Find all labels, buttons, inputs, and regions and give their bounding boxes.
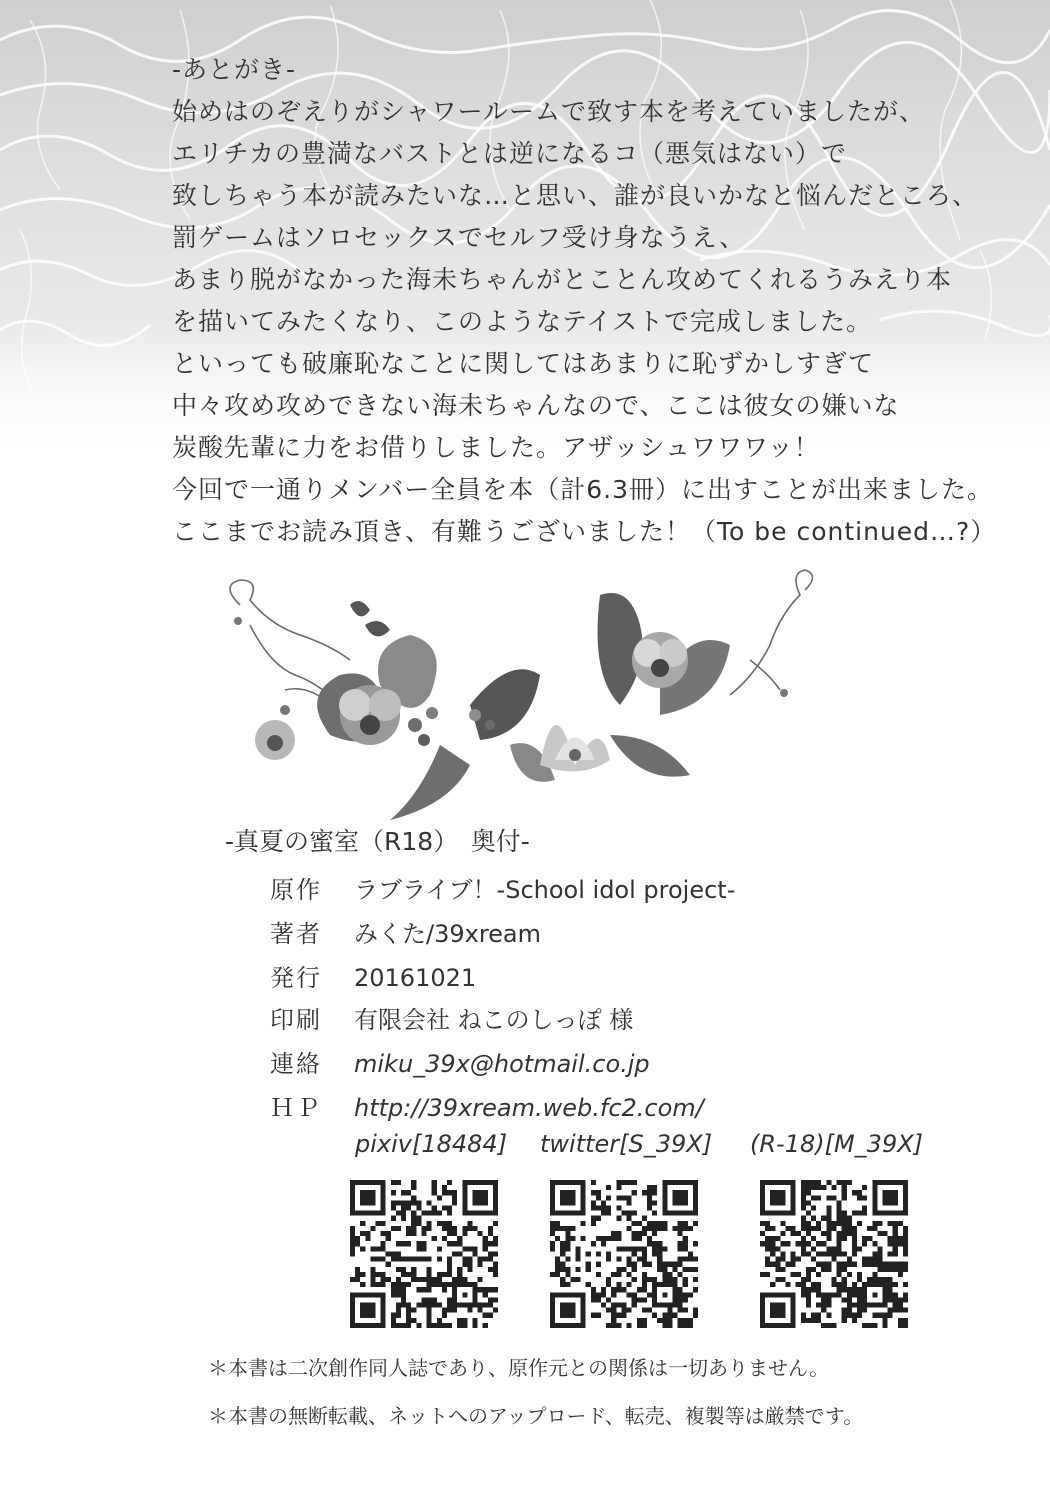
flower-illustration bbox=[210, 565, 820, 825]
colophon-key: ＨＰ bbox=[270, 1094, 322, 1122]
pixiv-id[interactable]: pixiv[18484] bbox=[355, 1130, 508, 1158]
afterword-line: あまり脱がなかった海未ちゃんがとことん攻めてくれるうみえり本 bbox=[172, 265, 953, 294]
colophon-key: 印刷 bbox=[270, 1006, 322, 1034]
afterword-line: エリチカの豊満なバストとは逆になるコ（悪気はない）で bbox=[172, 139, 848, 168]
colophon-value: ラブライブ！-School idol project- bbox=[354, 876, 736, 904]
twitter-id[interactable]: twitter[S_39X] bbox=[540, 1130, 713, 1158]
afterword-line: 中々攻め攻めできない海未ちゃんなので、ここは彼女の嫌いな bbox=[172, 391, 900, 420]
afterword-line: といっても破廉恥なことに関してはあまりに恥ずかしすぎて bbox=[172, 349, 875, 378]
afterword-line: 今回で一通りメンバー全員を本（計6.3冊）に出すことが出来ました。 bbox=[172, 475, 994, 504]
afterword-heading: -あとがき- bbox=[172, 55, 297, 84]
afterword-line: 罰ゲームはソロセックスでセルフ受け身なうえ、 bbox=[172, 223, 746, 252]
twitter-r18-id[interactable]: (R-18)[M_39X] bbox=[750, 1130, 924, 1158]
afterword-line: を描いてみたくなり、このようなテイストで完成しました。 bbox=[172, 307, 873, 336]
colophon-row-published bbox=[270, 958, 476, 993]
homepage-link[interactable]: http://39xream.web.fc2.com/ bbox=[354, 1094, 704, 1122]
colophon-value: みくた/39xream bbox=[354, 920, 542, 948]
colophon-value: 20161021 bbox=[354, 964, 477, 992]
colophon-key: 発行 bbox=[270, 964, 322, 992]
qr-code-twitter-r18 bbox=[760, 1180, 908, 1328]
colophon-row-homepage bbox=[270, 1088, 704, 1123]
afterword-line: 始めはのぞえりがシャワールームで致す本を考えていましたが、 bbox=[172, 97, 926, 126]
disclaimer-note: ＊本書は二次創作同人誌であり、原作元との関係は一切ありません。 bbox=[208, 1356, 830, 1380]
qr-code-pixiv bbox=[350, 1180, 498, 1328]
colophon-title: -真夏の蜜室（R18） 奥付- bbox=[225, 827, 530, 856]
contact-email[interactable]: miku_39x@hotmail.co.jp bbox=[354, 1050, 650, 1078]
colophon-row-author bbox=[270, 914, 541, 949]
colophon-row-original bbox=[270, 870, 735, 905]
afterword-line: ここまでお読み頂き、有難うございました！（To be continued…?） bbox=[172, 517, 997, 546]
afterword-line: 炭酸先輩に力をお借りしました。アザッシュワワワッ！ bbox=[172, 433, 820, 462]
colophon-row-contact bbox=[270, 1044, 650, 1079]
qr-code-twitter bbox=[550, 1180, 698, 1328]
afterword-line: 致しちゃう本が読みたいな…と思い、誰が良いかなと悩んだところ、 bbox=[172, 181, 979, 210]
colophon-key: 連絡 bbox=[270, 1050, 322, 1078]
copyright-note: ＊本書の無断転載、ネットへのアップロード、転売、複製等は厳禁です。 bbox=[208, 1404, 864, 1428]
colophon-row-printer bbox=[270, 1000, 633, 1035]
colophon-key: 原作 bbox=[270, 876, 322, 904]
colophon-key: 著者 bbox=[270, 920, 322, 948]
colophon-value: 有限会社 ねこのしっぽ 様 bbox=[354, 1006, 634, 1034]
